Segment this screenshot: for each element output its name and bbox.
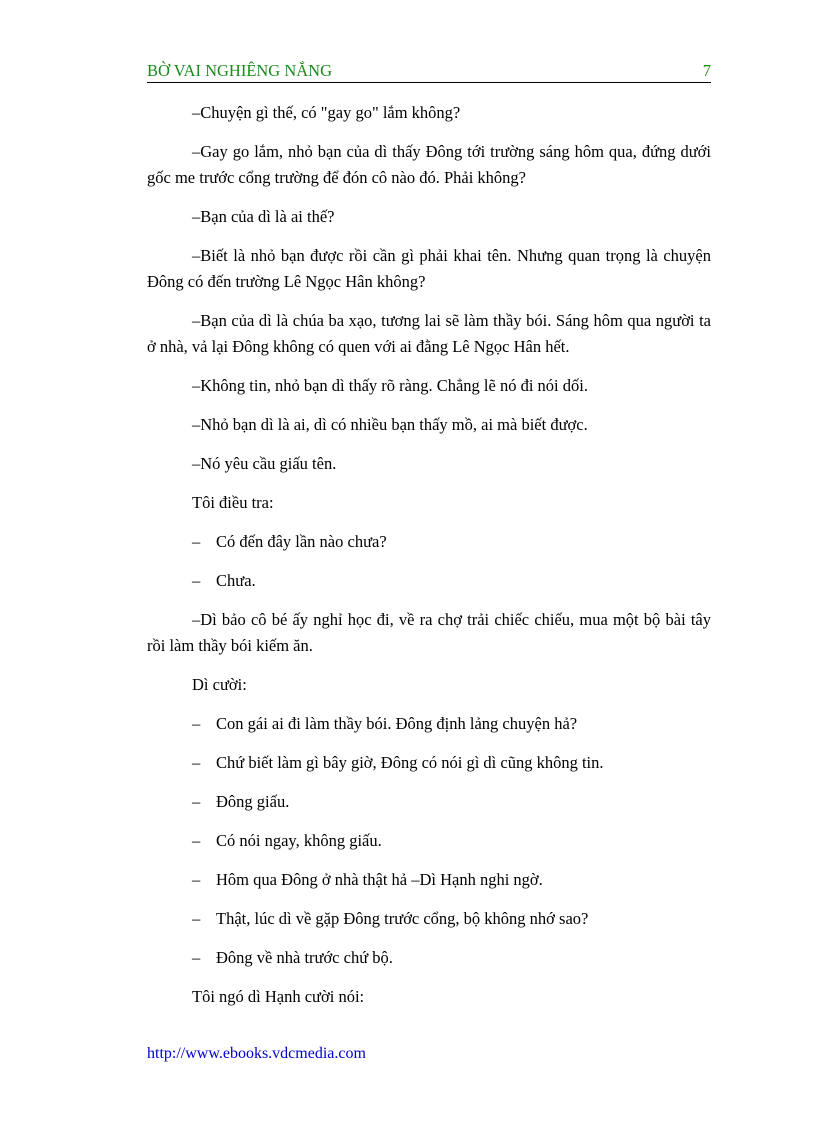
paragraph: –Bạn của dì là chúa ba xạo, tương lai sẽ làm thầy bói. Sáng hôm qua người ta ở nhà, vả lại Đông không có quen với ai đằng Lê Ngọc Hân hết.: [147, 311, 711, 356]
dash-marker: –: [192, 532, 201, 551]
dash-marker: –: [192, 948, 201, 967]
dash-marker: –: [192, 909, 201, 928]
dash-marker: –: [192, 714, 201, 733]
dialog-line: [147, 750, 711, 776]
page-header: [147, 58, 711, 83]
paragraph: –Dì bảo cô bé ấy nghỉ học đi, về ra chợ trải chiếc chiếu, mua một bộ bài tây rồi làm thầy bói kiếm ăn.: [147, 610, 711, 655]
dialog-text: Con gái ai đi làm thầy bói. Đông định lảng chuyện hả?: [216, 714, 578, 733]
dialog-text: Thật, lúc dì về gặp Đông trước cổng, bộ không nhớ sao?: [216, 909, 589, 928]
paragraph: –Bạn của dì là ai thế?: [192, 207, 335, 226]
paragraph: –Biết là nhỏ bạn được rồi cần gì phải khai tên. Nhưng quan trọng là chuyện Đông có đến trường Lê Ngọc Hân không?: [147, 246, 711, 291]
dialog-text: Hôm qua Đông ở nhà thật hả –Dì Hạnh nghi ngờ.: [216, 870, 543, 889]
paragraph: –Gay go lắm, nhỏ bạn của dì thấy Đông tới trường sáng hôm qua, đứng dưới gốc me trước cổng trường để đón cô nào đó. Phải không?: [147, 142, 711, 187]
paragraph: Dì cười:: [192, 675, 247, 694]
dash-marker: –: [192, 792, 201, 811]
dialog-text: Đông giấu.: [216, 792, 290, 811]
paragraph: –Nhỏ bạn dì là ai, dì có nhiều bạn thấy mồ, ai mà biết được.: [192, 415, 588, 434]
dialog-line: [147, 568, 711, 594]
dialog-text: Có nói ngay, không giấu.: [216, 831, 382, 850]
dash-marker: –: [192, 571, 201, 590]
paragraph: Tôi ngó dì Hạnh cười nói:: [192, 987, 365, 1006]
dialog-line: [147, 711, 711, 737]
dialog-line: [147, 789, 711, 815]
dialog-line: [147, 828, 711, 854]
dialog-line: [147, 945, 711, 971]
paragraph: –Nó yêu cầu giấu tên.: [192, 454, 337, 473]
dialog-line: [147, 906, 711, 932]
footer-link[interactable]: http://www.ebooks.vdcmedia.com: [147, 1045, 366, 1062]
dialog-text: Có đến đây lần nào chưa?: [216, 532, 387, 551]
dialog-text: Chưa.: [216, 571, 256, 590]
dialog-text: Đông về nhà trước chứ bộ.: [216, 948, 393, 967]
page-number: 7: [702, 61, 711, 80]
dialog-line: [147, 529, 711, 555]
dialog-text: Chứ biết làm gì bây giờ, Đông có nói gì dì cũng không tin.: [216, 753, 604, 772]
page-body: [147, 100, 711, 1023]
paragraph: –Chuyện gì thế, có "gay go" lắm không?: [192, 103, 461, 122]
book-title: BỜ VAI NGHIÊNG NẮNG: [147, 61, 333, 80]
paragraph: Tôi điều tra:: [192, 493, 274, 512]
dash-marker: –: [192, 870, 201, 889]
dialog-line: [147, 867, 711, 893]
paragraph: –Không tin, nhỏ bạn dì thấy rõ ràng. Chẳng lẽ nó đi nói dối.: [192, 376, 588, 395]
dash-marker: –: [192, 831, 201, 850]
dash-marker: –: [192, 753, 201, 772]
